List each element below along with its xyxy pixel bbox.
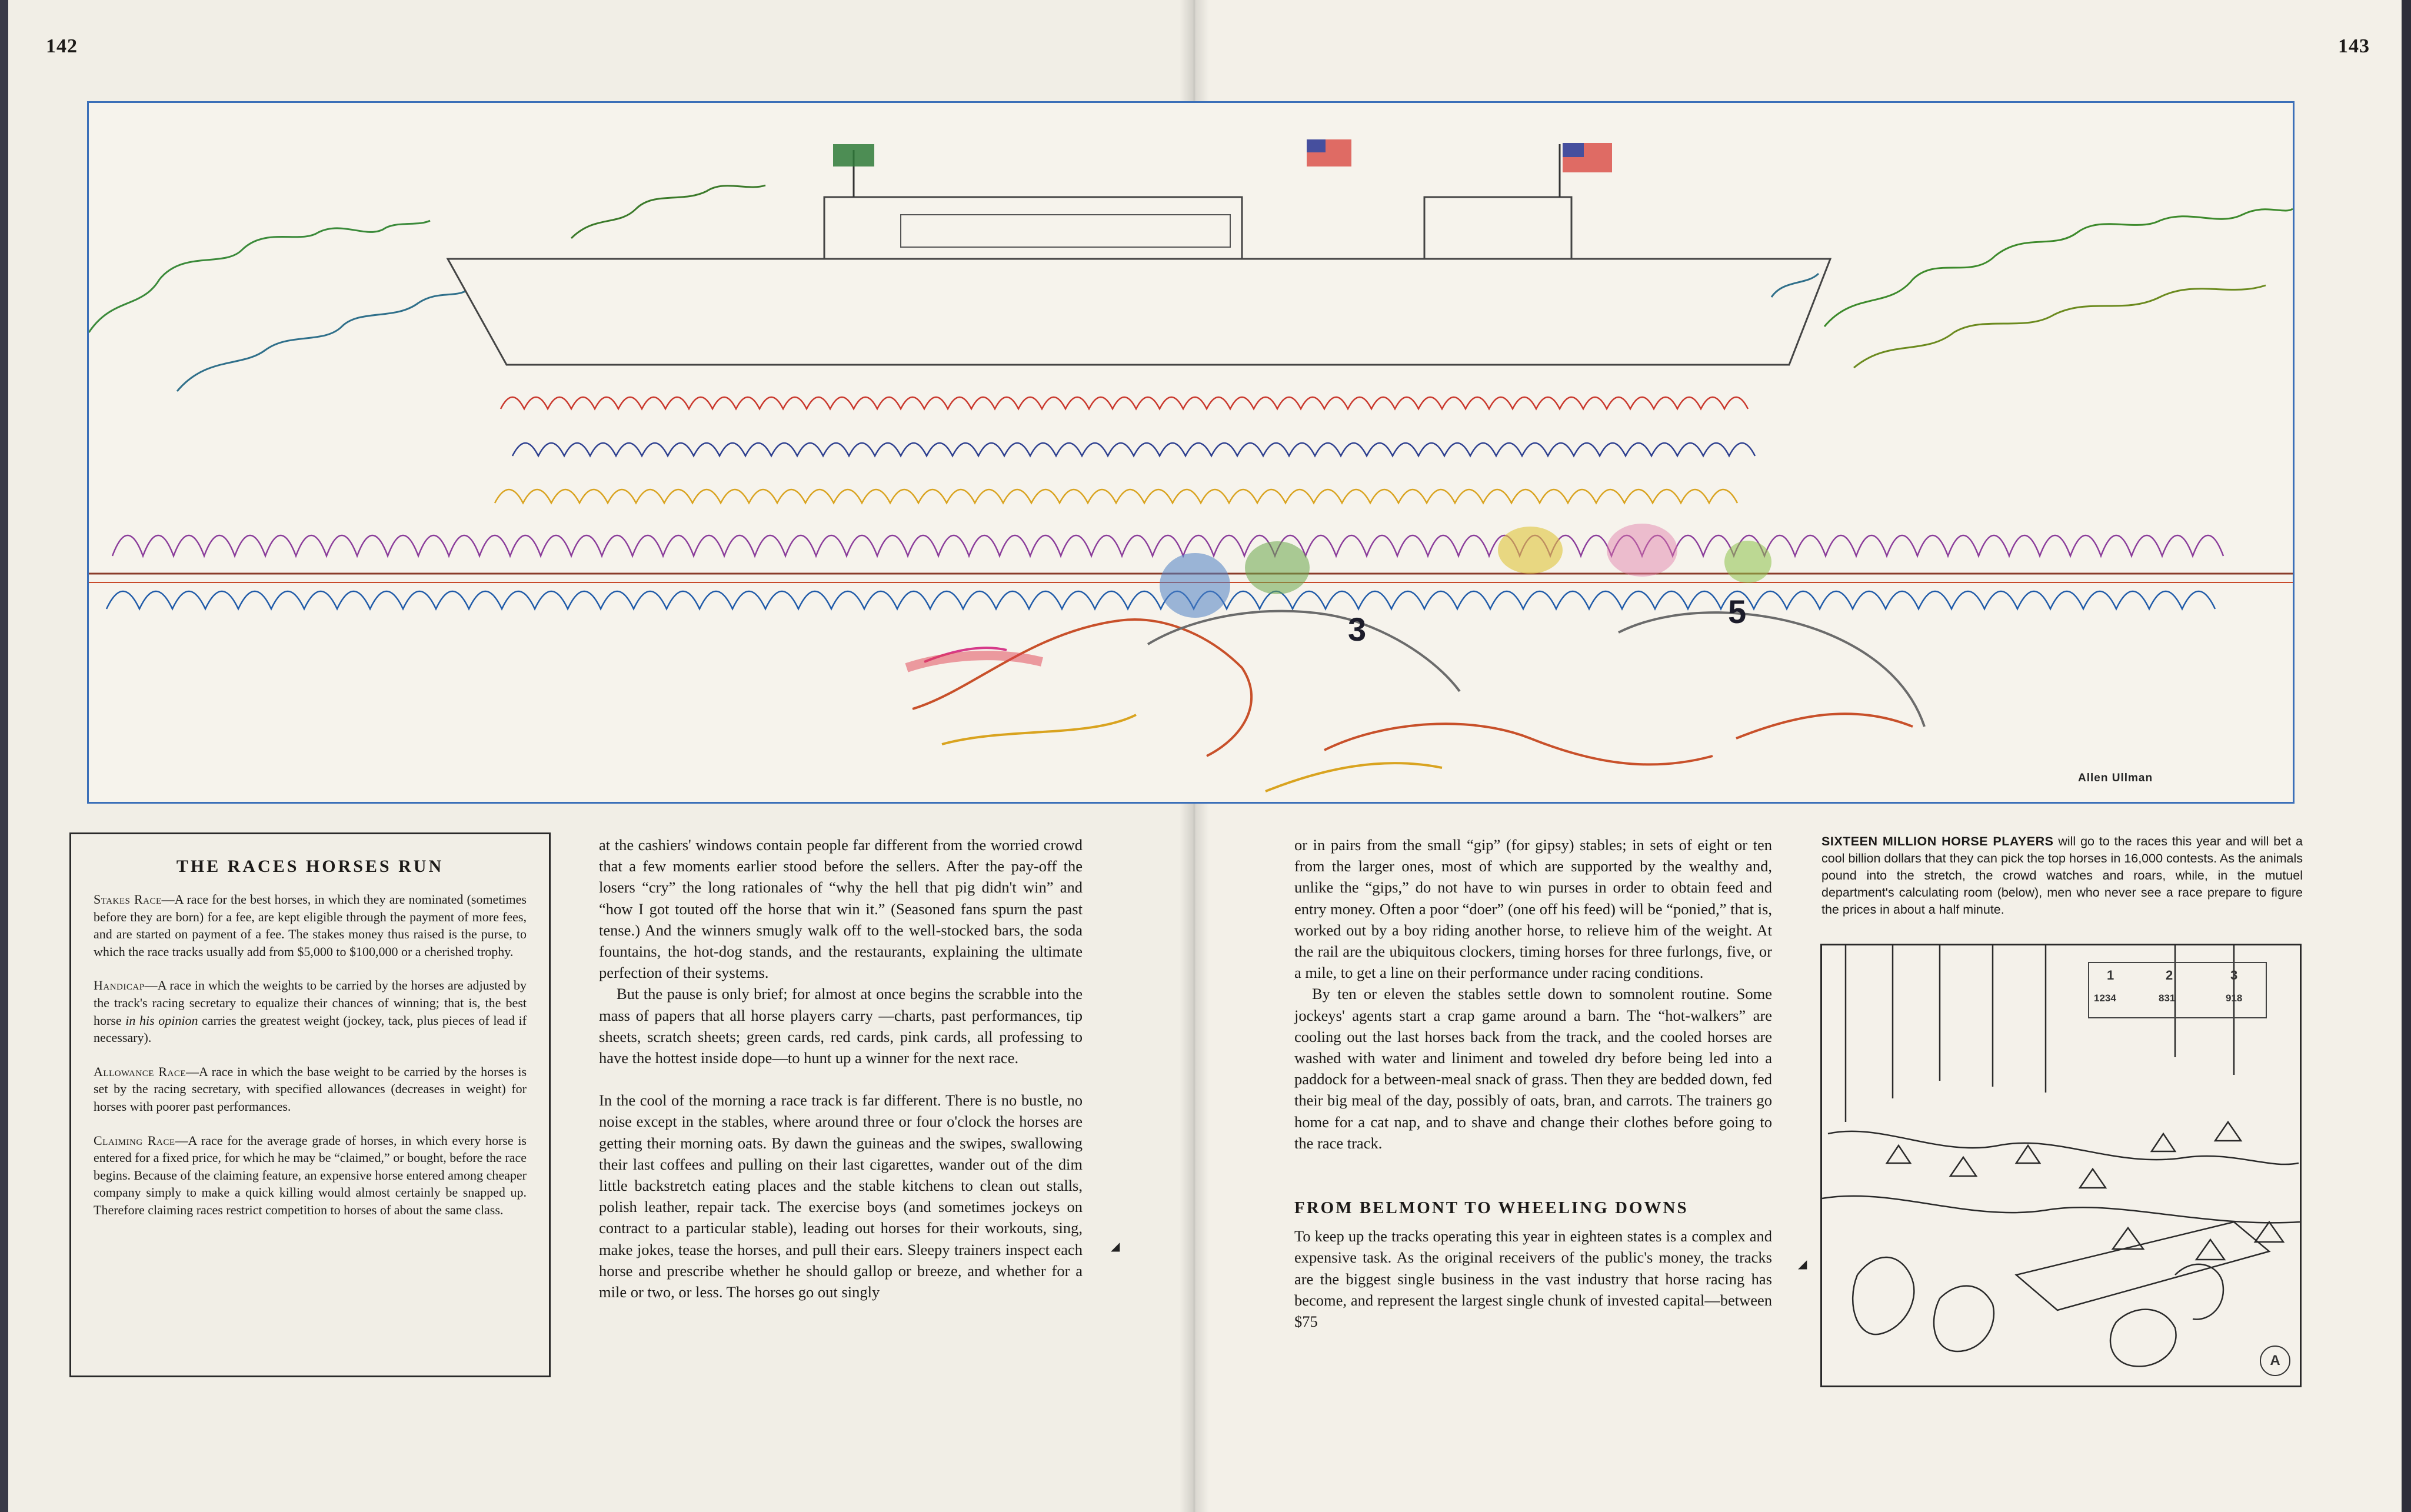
mutuel-room-drawing xyxy=(1820,944,2302,1387)
foliage-left xyxy=(89,221,430,332)
scan-edge-left xyxy=(0,0,8,1512)
streak-red xyxy=(907,655,1042,668)
press-box-window xyxy=(901,215,1230,247)
board-value: 918 xyxy=(2226,993,2243,1004)
foliage-right-3 xyxy=(1771,274,1819,297)
board-value: 1234 xyxy=(2094,993,2116,1004)
print-mark: ◢ xyxy=(1111,1240,1120,1253)
page-number-right: 143 xyxy=(2338,35,2370,57)
jockey-yellow xyxy=(1498,527,1563,574)
definition-text: —A race in which the base weight to be carried by the horses is set by the racing secretary, with specified allowances (decreases in weight) for horses with poorer past performances. xyxy=(94,1064,527,1114)
board-number: 2 xyxy=(2166,968,2173,983)
foliage-right xyxy=(1824,209,2293,327)
paragraph: In the cool of the morning a race track is far different. There is no bustle, no noise except in the stables, where around three or four o'clock the horses are getting their morning oats. By dawn the guineas and the swipes, swallowing their last coffees and pulling on their last cigarettes, wander out of the dim little backstretch eating places and the stable kitchens to clean out stalls, polish leather, repair tack. The exercise boys (and sometimes jockeys on contract to a particular stable), leading out horses for their workouts, sing, make jokes, tease the horses, and pull their ears. Sleepy trainers inspect each horse and prescribe whether he should gallop or breeze, and whether for a mile or two, or less. The horses go out singly xyxy=(599,1091,1083,1301)
racetrack-illustration xyxy=(87,101,2295,804)
definition-text: —A race in which the weights to be carried by the horses are adjusted by the track's racing secretary to equalize their chances of winning; that is, the best horse xyxy=(94,978,527,1028)
paragraph: By ten or eleven the stables settle down to somnolent routine. Some jockeys' agents start a crap game around a barn. The “hot-walkers” are cooling out the last horses back from the track, and the cooled horses are washed with water and liniment and toweled dry before being led into a paddock for a between-meal snack of grass. Then they are bedded down, fed their big meal of the day, possibly of oats, bran, and carrots. The trainers go home for a cat nap, and to shave and change their clothes before going to the race track. xyxy=(1294,985,1772,1152)
body-column-2 xyxy=(1294,834,1772,1332)
jockey-green xyxy=(1245,541,1310,594)
caption-text: will go to the races this year and will bet a cool billion dollars that they can pick the top horses in 16,000 contests. As the animals pound into the stretch, the crowd watches and roars, while, in the mutuel department's calculating room (below), men who never see a race prepare to figure the prices in about a half minute. xyxy=(1821,834,2303,917)
race-types-sidebar xyxy=(69,832,551,1377)
caption-lead: SIXTEEN MILLION HORSE PLAYERS xyxy=(1821,834,2054,848)
term-allowance-race: Allowance Race xyxy=(94,1064,186,1079)
grandstand-roof xyxy=(448,259,1830,365)
section-heading: FROM BELMONT TO WHEELING DOWNS xyxy=(1294,1198,1689,1218)
press-box-left xyxy=(824,197,1242,259)
foliage-left-3 xyxy=(571,185,765,238)
definition-text: —A race for the best horses, in which they are nominated (sometimes before they are born) for a fee, are kept eligible through the payment of more fees, and are started on payment of a fee. The stakes money thus raised is the purse, to which the race tracks usually add from $5,000 to $100,000 or a cherished trophy. xyxy=(94,892,527,959)
sidebar-title: THE RACES HORSES RUN xyxy=(176,857,444,876)
horse-body-center xyxy=(1148,611,1460,691)
illustration-caption xyxy=(1821,833,2303,918)
page-number-left: 142 xyxy=(46,35,78,57)
definition-emphasis: in his opinion xyxy=(125,1013,198,1028)
press-box-right xyxy=(1424,197,1571,259)
jockey-pink xyxy=(1607,524,1677,577)
racing-horses xyxy=(913,611,1924,791)
racetrack-drawing xyxy=(89,103,2293,802)
jockey-number-3: 3 xyxy=(1348,611,1367,648)
foliage-right-2 xyxy=(1854,285,2266,368)
definition-allowance-race xyxy=(94,1063,527,1115)
definition-text: carries the greatest weight (jockey, tack, plus pieces of lead if necessary). xyxy=(94,1013,527,1045)
jockey-blue xyxy=(1160,553,1230,618)
board-number: 1 xyxy=(2107,968,2114,983)
odds-board xyxy=(2088,962,2267,1018)
print-mark: ◢ xyxy=(1798,1258,1807,1271)
definition-stakes-race xyxy=(94,891,527,960)
paragraph: or in pairs from the small “gip” (for gipsy) stables; in sets of eight or ten from the larger ones, most of which are supported by the wealthy and, unlike the “gips,” do not have to win purses in order to obtain feed and entry money. Often a poor “doer” (one off his feed) will be “ponied,” that is, worked out by a boy riding another horse, to relieve him of the weight. At the rail are the ubiquitous clockers, timing horses for three furlongs, five, or a mile, to get a line on their performance under racing conditions. xyxy=(1294,836,1772,982)
definition-text: —A race for the average grade of horses, in which every horse is entered for a fixed price, for which he may be “claimed,” or bought, before the race begins. Because of the claiming feature, an expensive horse entered among cheaper company simply to make a quick killing would almost certainly be snapped up. Therefore claiming races restrict competition to horses of about the same class. xyxy=(94,1133,527,1217)
figure-marker-a: A xyxy=(2260,1346,2290,1376)
body-column-1 xyxy=(599,834,1083,1303)
paragraph: But the pause is only brief; for almost at once begins the scrabble into the mass of papers that all horse players carry —charts, past performances, tip sheets, scratch sheets; green cards, red cards, pink cards, all professing to have the hottest inside dope—to hunt up a winner for the next race. xyxy=(599,985,1083,1067)
term-handicap: Handicap xyxy=(94,978,145,993)
flag-green xyxy=(833,144,874,166)
foliage-left-2 xyxy=(177,291,465,391)
paragraph: To keep up the tracks operating this year in eighteen states is a complex and expensive task. As the original receivers of the public's money, the tracks are the biggest single business in the vast industry that horse racing has become, and represent the largest single chunk of invested capital—between $75 xyxy=(1294,1227,1772,1331)
jockey-green-2 xyxy=(1724,541,1771,583)
jockey-number-5: 5 xyxy=(1728,593,1747,630)
paragraph: at the cashiers' windows contain people far different from the worried crowd that a few moments earlier stood before the sellers. After the pay-off the losers “cry” the long rationales of “why the hell that pig didn't win” and “how I got touted off the horse that win it.” (Seasoned fans spurn the past tense.) And the winners smugly walk off to the well-stocked bars, the soda fountains, the hot-dog stands, and the restaurants, explaining the ultimate perfection of their systems. xyxy=(599,836,1083,982)
scan-edge-right xyxy=(2402,0,2411,1512)
board-number: 3 xyxy=(2230,968,2238,983)
board-value: 831 xyxy=(2159,993,2176,1004)
definition-handicap xyxy=(94,977,527,1046)
term-stakes-race: Stakes Race xyxy=(94,892,162,907)
artist-signature: Allen Ullman xyxy=(2078,772,2153,784)
definition-claiming-race xyxy=(94,1132,527,1219)
term-claiming-race: Claiming Race xyxy=(94,1133,175,1148)
